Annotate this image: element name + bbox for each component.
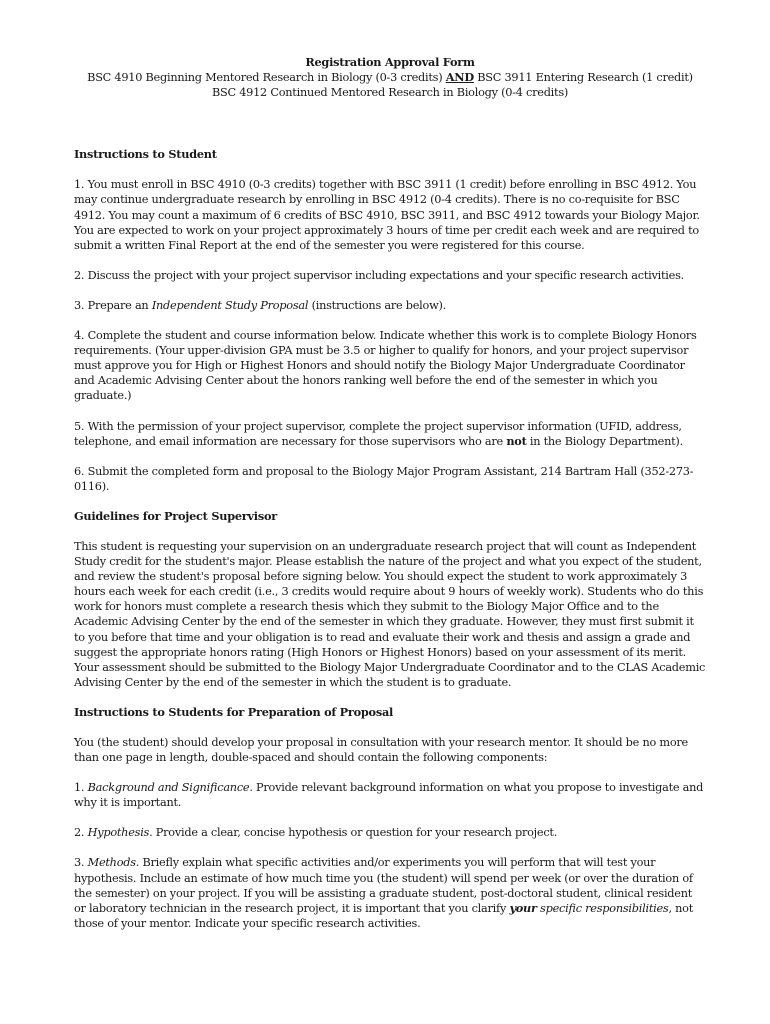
- proposal-item-1-text: . Provide relevant background information on what you propose to investigate and why it is important.: [74, 781, 704, 810]
- proposal-item-2-text: . Provide a clear, concise hypothesis or question for your research project.: [149, 826, 558, 840]
- proposal-item-3-end: , not those of your mentor. Indicate your specific research activities.: [74, 901, 694, 930]
- independent-study-proposal-term: Independent Study Proposal: [151, 298, 309, 312]
- proposal-item-3: [74, 855, 706, 930]
- proposal-intro: You (the student) should develop your proposal in consultation with your research mentor. It should be no more than one page in length, double-spaced and should contain the following components:: [74, 736, 688, 765]
- your-emphasis: your: [509, 900, 537, 915]
- supervisor-guidelines-heading: Guidelines for Project Supervisor: [74, 508, 277, 523]
- proposal-item-3-text: . Briefly explain what specific activities and/or experiments you will perform that will test your hypothesis. Include an estimate of how much time you (the student) will spend per week (or over the duration of the semester) on your project. If you will be assisting a graduate student, post-doctoral student, clinical resident or laboratory technician in the research project, it is important that you clarify: [74, 856, 693, 915]
- instruction-3-suffix: (instructions are below).: [308, 298, 446, 312]
- proposal-item-1: [74, 780, 706, 810]
- proposal-item-3-number: 3.: [74, 856, 88, 870]
- student-instruction-1: 1. You must enroll in BSC 4910 (0-3 credits) together with BSC 3911 (1 credit) before enrolling in BSC 4912. You may continue undergraduate research by enrolling in BSC 4912 (0-4 credits). There is no co-requisite for BSC 4912. You may count a maximum of 6 credits of BSC 4910, BSC 3911, and BSC 4912 towards your Biology Major. You are expected to work on your project approximately 3 hours of time per credit each week and are required to submit a written Final Report at the end of the semester you were registered for this course.: [74, 178, 700, 252]
- student-instruction-3: [74, 298, 706, 313]
- course-3911-text: BSC 3911 Entering Research (1 credit): [473, 71, 693, 85]
- student-instruction-4: 4. Complete the student and course information below. Indicate whether this work is to complete Biology Honors requirements. (Your upper-division GPA must be 3.5 or higher to qualify for honors, and your project supervisor must approve you for High or Highest Honors and should notify the Biology Major Undergraduate Coordinator and Academic Advising Center about the honors ranking well before the end of the semester in which you graduate.): [74, 329, 697, 403]
- not-emphasis: not: [506, 433, 527, 448]
- course-4910-text: BSC 4910 Beginning Mentored Research in Biology (0-3 credits): [87, 71, 446, 85]
- student-instruction-2: 2. Discuss the project with your project supervisor including expectations and your specific research activities.: [74, 268, 684, 282]
- proposal-instructions-heading: Instructions to Students for Preparation of Proposal: [74, 704, 394, 719]
- and-emphasis: AND: [445, 70, 474, 85]
- instruction-5-suffix: in the Biology Department).: [526, 434, 683, 448]
- form-header: [74, 55, 706, 100]
- instruction-5-prefix: 5. With the permission of your project supervisor, complete the project supervisor information (UFID, address, telephone, and email information are necessary for those supervisors who are: [74, 419, 682, 448]
- student-instructions-heading: Instructions to Student: [74, 147, 217, 162]
- proposal-item-1-number: 1.: [74, 781, 88, 795]
- student-instruction-6: 6. Submit the completed form and proposal to the Biology Major Program Assistant, 214 Bartram Hall (352-273-0116).: [74, 464, 694, 493]
- student-instruction-5: [74, 419, 706, 449]
- methods-term: Methods: [87, 856, 136, 870]
- document-page: [74, 55, 706, 946]
- hypothesis-term: Hypothesis: [87, 826, 150, 840]
- course-line-2: BSC 4912 Continued Mentored Research in Biology (0-4 credits): [211, 86, 569, 100]
- instruction-3-prefix: 3. Prepare an: [74, 298, 152, 312]
- supervisor-guidelines-body: This student is requesting your supervision on an undergraduate research project that will count as Independent Study credit for the student's major. Please establish the nature of the project and what you expect of the student, and review the student's proposal before signing below. You should expect the student to work approximately 3 hours each week for each credit (i.e., 3 credits would require about 9 hours of weekly work). Students who do this work for honors must complete a research thesis which they submit to the Biology Major Office and to the Academic Advising Center by the end of the semester in which they graduate. However, they must first submit it to you before that time and your obligation is to read and evaluate their work and thesis and assign a grade and suggest the appropriate honors rating (High Honors or Highest Honors) based on your assessment of its merit. Your assessment should be submitted to the Biology Major Undergraduate Coordinator and to the CLAS Academic Advising Center by the end of the semester in which the student is to graduate.: [74, 539, 706, 689]
- proposal-item-2: [74, 825, 706, 840]
- specific-responsibilities-term: specific responsibilities: [536, 901, 669, 915]
- proposal-item-2-number: 2.: [74, 826, 88, 840]
- background-significance-term: Background and Significance: [87, 781, 250, 795]
- course-line-1: [74, 70, 706, 85]
- form-title: Registration Approval Form: [305, 55, 475, 69]
